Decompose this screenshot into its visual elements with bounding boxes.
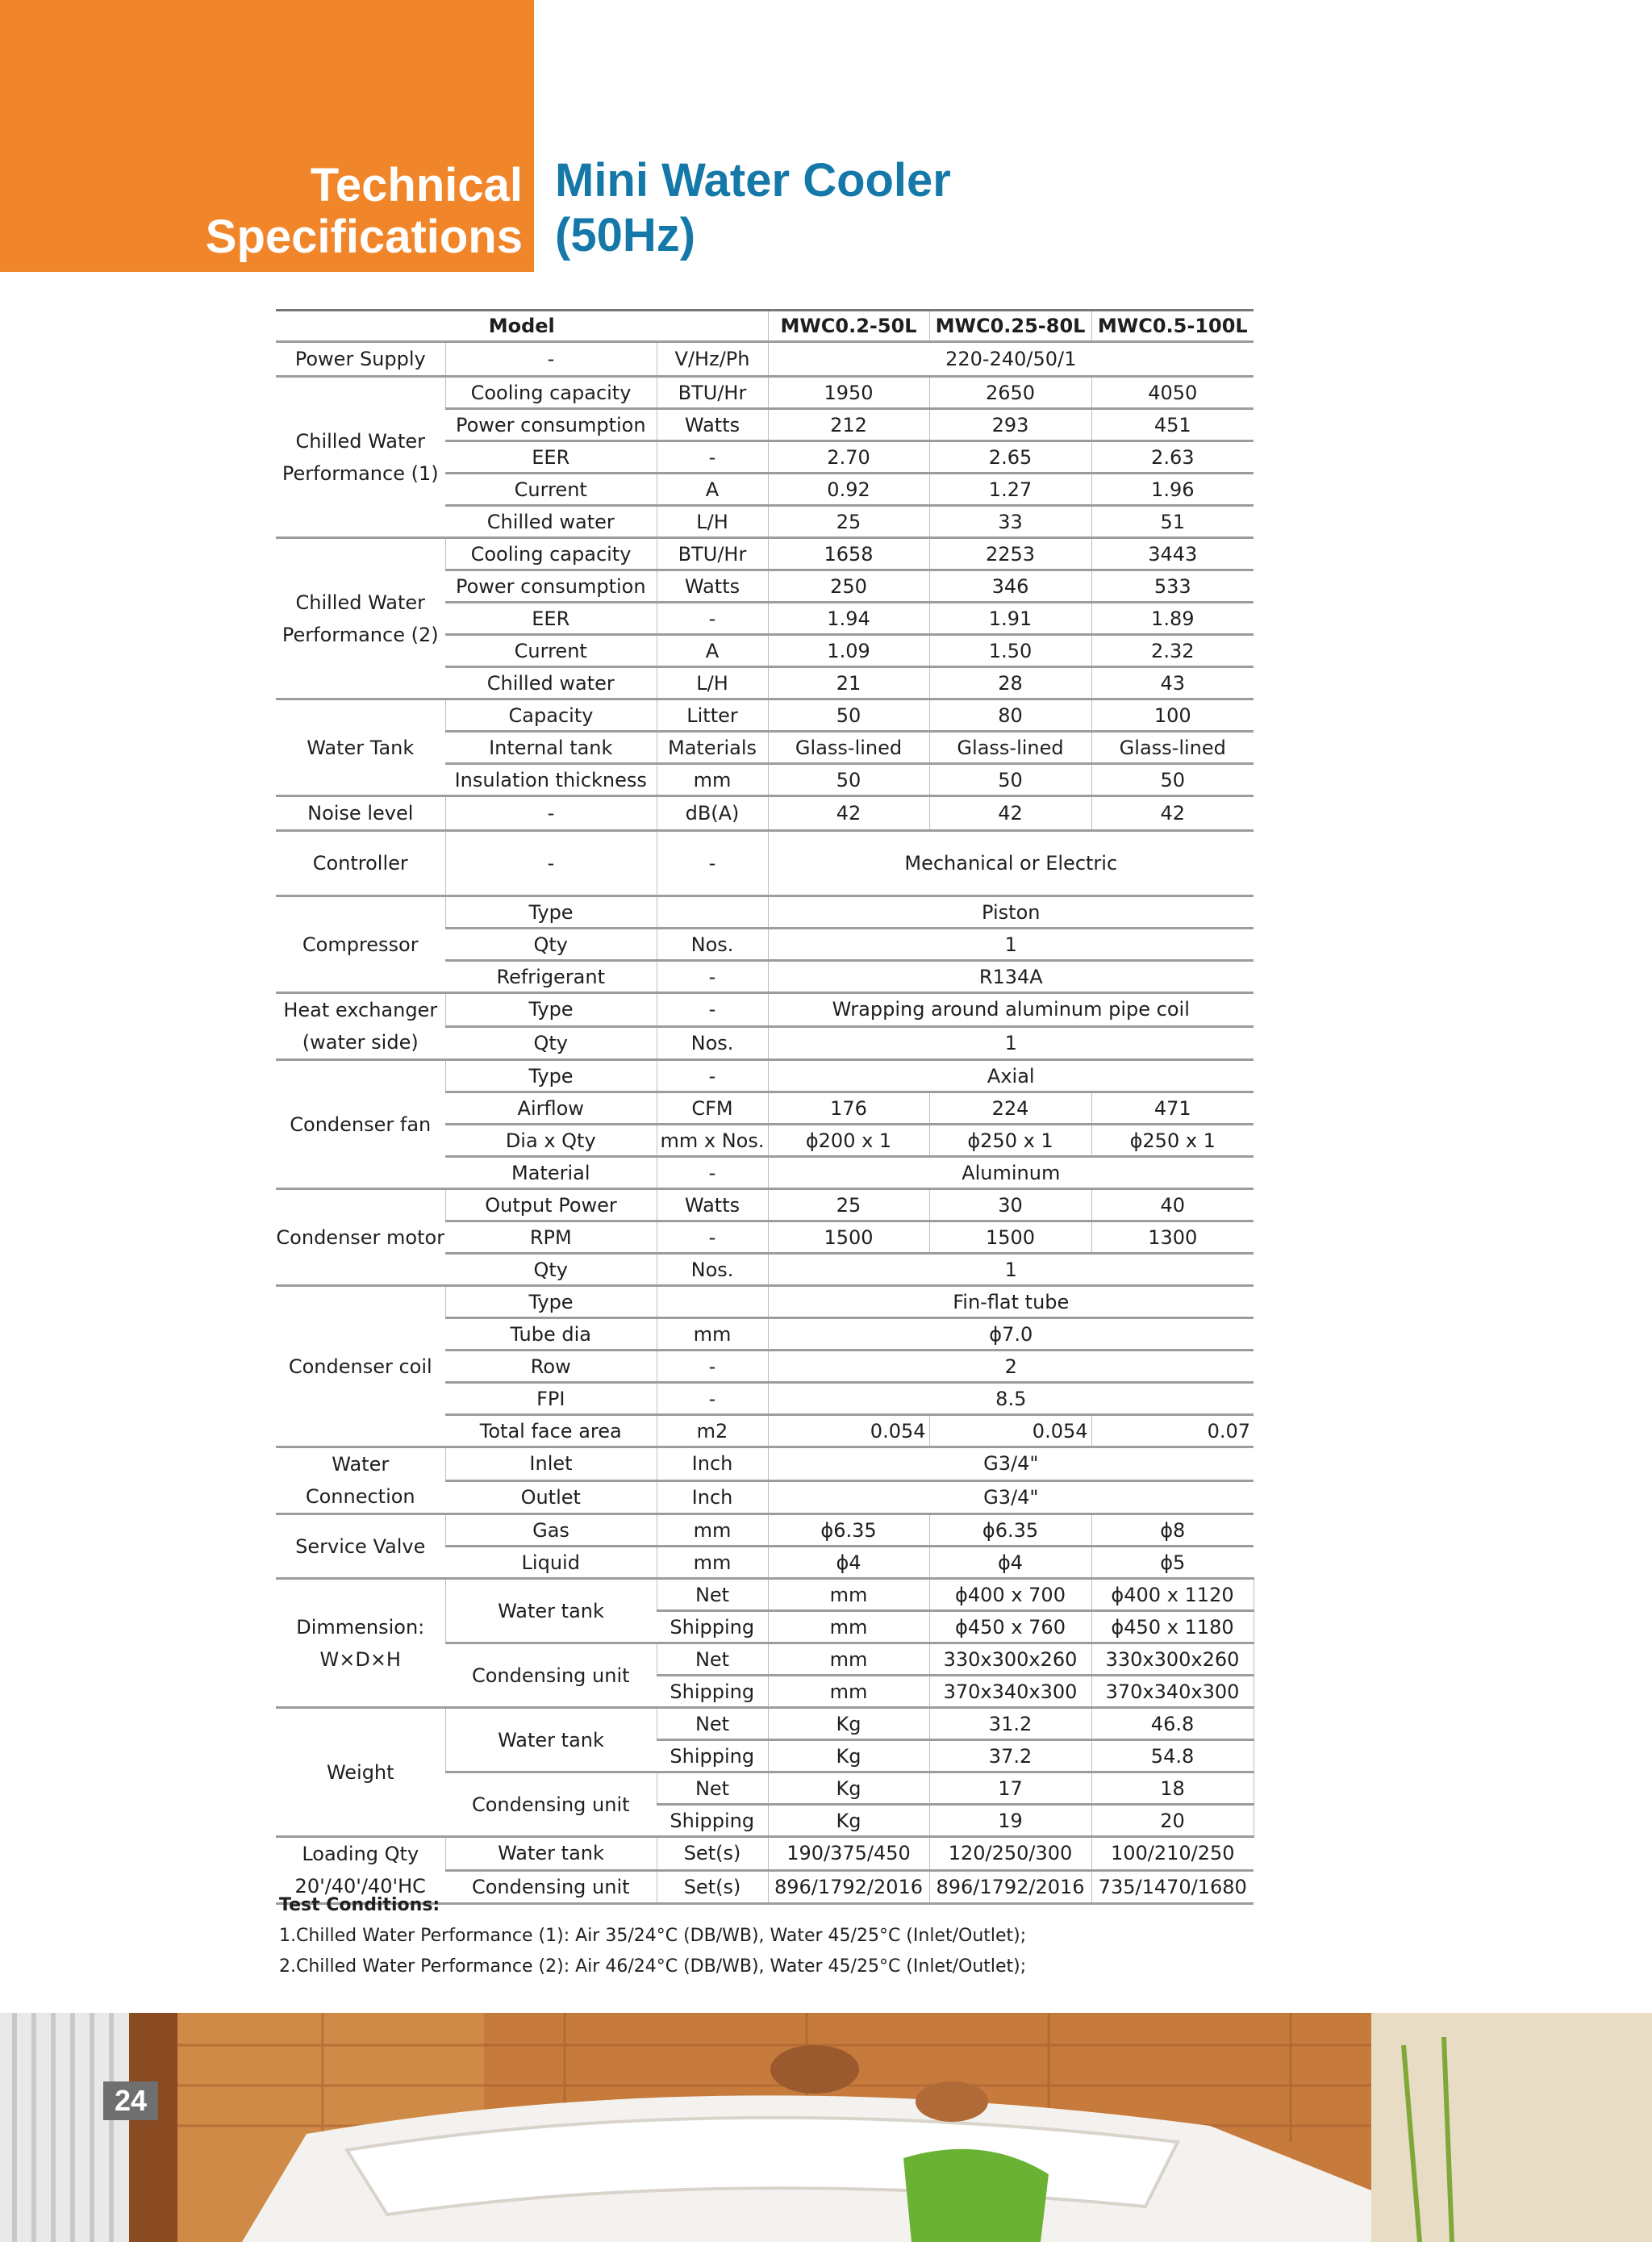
row-value: 4050	[1091, 377, 1254, 409]
row-item-label: Outlet	[445, 1480, 657, 1514]
model-label: Model	[276, 311, 768, 342]
row-item-label: Shipping	[657, 1611, 768, 1643]
product-title	[555, 153, 951, 263]
row-unit: Kg	[768, 1740, 929, 1772]
row-value: 250	[768, 570, 929, 603]
row-unit: CFM	[657, 1092, 768, 1125]
row-value: 896/1792/2016	[929, 1870, 1091, 1904]
page-number: 24	[103, 2081, 158, 2120]
row-group-label: Weight	[276, 1708, 445, 1837]
row-unit: V/Hz/Ph	[657, 342, 768, 377]
row-unit: Kg	[768, 1708, 929, 1740]
row-item-label: Qty	[445, 929, 657, 961]
row-shared-value: Fin-flat tube	[768, 1286, 1254, 1318]
row-value: ϕ4	[929, 1547, 1091, 1579]
row-value: 2.70	[768, 441, 929, 474]
row-shared-value: Axial	[768, 1060, 1254, 1092]
row-value: Glass-lined	[768, 732, 929, 764]
row-unit: -	[657, 1383, 768, 1415]
row-value: 37.2	[929, 1740, 1091, 1772]
row-item-label: Qty	[445, 1026, 657, 1060]
table-row	[276, 831, 1254, 896]
notes-line-1: 1.Chilled Water Performance (1): Air 35/24°C (DB/WB), Water 45/25°C (Inlet/Outlet);	[279, 1926, 1027, 1946]
row-value: 42	[768, 796, 929, 831]
row-value: 51	[1091, 506, 1254, 538]
row-unit: -	[657, 1221, 768, 1254]
product-title-line1: Mini Water Cooler	[555, 154, 951, 207]
row-unit: L/H	[657, 506, 768, 538]
section-title	[206, 160, 523, 263]
product-title-line2: (50Hz)	[555, 209, 696, 261]
section-title-line1: Technical	[310, 159, 523, 211]
row-group-label: Compressor	[276, 896, 445, 993]
row-unit: Watts	[657, 570, 768, 603]
row-value: ϕ4	[768, 1547, 929, 1579]
row-item-label: Type	[445, 896, 657, 929]
row-group-label: Controller	[276, 831, 445, 896]
row-item-label: Cooling capacity	[445, 538, 657, 570]
row-group-label: Noise level	[276, 796, 445, 831]
row-unit: Set(s)	[657, 1870, 768, 1904]
row-value: ϕ6.35	[929, 1514, 1091, 1547]
table-row	[276, 993, 1254, 1027]
row-unit: dB(A)	[657, 796, 768, 831]
row-unit: Litter	[657, 699, 768, 732]
row-group-label: Condenser coil	[276, 1286, 445, 1447]
table-row	[276, 1579, 1254, 1611]
row-value: ϕ400 x 1120	[1091, 1579, 1254, 1611]
row-item-label: Shipping	[657, 1676, 768, 1708]
row-shared-value: Piston	[768, 896, 1254, 929]
row-item-label: FPI	[445, 1383, 657, 1415]
table-row	[276, 699, 1254, 732]
row-item-label: Power consumption	[445, 570, 657, 603]
row-unit: mm	[768, 1579, 929, 1611]
row-value: 80	[929, 699, 1091, 732]
row-value: ϕ5	[1091, 1547, 1254, 1579]
table-row	[276, 1514, 1254, 1547]
row-unit: L/H	[657, 667, 768, 699]
row-value: 20	[1091, 1805, 1254, 1837]
row-shared-value: 220-240/50/1	[768, 342, 1254, 377]
row-unit: Kg	[768, 1805, 929, 1837]
table-row	[276, 377, 1254, 409]
row-value: 293	[929, 409, 1091, 441]
row-value: 0.054	[929, 1415, 1091, 1447]
row-unit: -	[657, 1060, 768, 1092]
row-value: 40	[1091, 1189, 1254, 1221]
row-value: 2.63	[1091, 441, 1254, 474]
row-value: 43	[1091, 667, 1254, 699]
row-item-label: EER	[445, 441, 657, 474]
table-row	[276, 1286, 1254, 1318]
row-value: 1.89	[1091, 603, 1254, 635]
row-group-label: Loading Qty 20'/40'/40'HC	[276, 1837, 445, 1904]
row-value: 735/1470/1680	[1091, 1870, 1254, 1904]
row-value: 50	[1091, 764, 1254, 796]
row-item-label: Current	[445, 635, 657, 667]
row-unit: mm	[657, 1514, 768, 1547]
notes-heading: Test Conditions:	[279, 1895, 440, 1915]
row-value: 2650	[929, 377, 1091, 409]
row-item-label: Shipping	[657, 1805, 768, 1837]
row-unit: mm x Nos.	[657, 1125, 768, 1157]
row-value: 50	[768, 764, 929, 796]
row-shared-value: G3/4"	[768, 1447, 1254, 1481]
row-value: 1.27	[929, 474, 1091, 506]
row-value: 0.07	[1091, 1415, 1254, 1447]
row-item-label: Type	[445, 993, 657, 1027]
row-unit: mm	[768, 1676, 929, 1708]
row-value: ϕ450 x 760	[929, 1611, 1091, 1643]
row-unit	[657, 896, 768, 929]
row-subgroup-label: Condensing unit	[445, 1772, 657, 1837]
row-item-label: -	[445, 342, 657, 377]
row-unit: Materials	[657, 732, 768, 764]
row-shared-value: Mechanical or Electric	[768, 831, 1254, 896]
row-value: 2.65	[929, 441, 1091, 474]
table-row	[276, 1708, 1254, 1740]
row-item-label: Net	[657, 1643, 768, 1676]
row-value: 100	[1091, 699, 1254, 732]
row-unit: Nos.	[657, 929, 768, 961]
row-shared-value: 1	[768, 1254, 1254, 1286]
row-value: 50	[929, 764, 1091, 796]
row-value: 3443	[1091, 538, 1254, 570]
row-value: 212	[768, 409, 929, 441]
row-value: 31.2	[929, 1708, 1091, 1740]
row-unit: Inch	[657, 1480, 768, 1514]
row-item-label: Row	[445, 1351, 657, 1383]
row-value: 176	[768, 1092, 929, 1125]
row-shared-value: ϕ7.0	[768, 1318, 1254, 1351]
model-name: MWC0.2-50L	[768, 311, 929, 342]
test-conditions-notes	[279, 1890, 1026, 1982]
row-value: 25	[768, 506, 929, 538]
row-value: 1950	[768, 377, 929, 409]
row-item-label: Water tank	[445, 1837, 657, 1871]
row-item-label: Liquid	[445, 1547, 657, 1579]
row-item-label: Airflow	[445, 1092, 657, 1125]
row-unit: -	[657, 993, 768, 1027]
row-shared-value: R134A	[768, 961, 1254, 993]
row-item-label: Chilled water	[445, 667, 657, 699]
row-unit: Nos.	[657, 1026, 768, 1060]
row-group-label: Water Connection	[276, 1447, 445, 1514]
row-value: 17	[929, 1772, 1091, 1805]
row-item-label: Insulation thickness	[445, 764, 657, 796]
row-value: 0.054	[768, 1415, 929, 1447]
row-item-label: -	[445, 796, 657, 831]
row-item-label: Tube dia	[445, 1318, 657, 1351]
row-value: 30	[929, 1189, 1091, 1221]
model-name: MWC0.25-80L	[929, 311, 1091, 342]
row-value: 1300	[1091, 1221, 1254, 1254]
row-item-label: Refrigerant	[445, 961, 657, 993]
row-group-label: Water Tank	[276, 699, 445, 796]
row-value: 896/1792/2016	[768, 1870, 929, 1904]
bathroom-photo	[0, 2013, 1652, 2242]
row-value: 370x340x300	[1091, 1676, 1254, 1708]
row-group-label: Service Valve	[276, 1514, 445, 1579]
row-group-label: Condenser motor	[276, 1189, 445, 1286]
row-value: 28	[929, 667, 1091, 699]
row-shared-value: Aluminum	[768, 1157, 1254, 1189]
row-unit: mm	[657, 764, 768, 796]
row-unit: A	[657, 474, 768, 506]
row-value: 2253	[929, 538, 1091, 570]
table-row	[276, 796, 1254, 831]
row-group-label: Chilled Water Performance (2)	[276, 538, 445, 699]
table-row	[276, 896, 1254, 929]
row-unit: Watts	[657, 409, 768, 441]
row-item-label: Shipping	[657, 1740, 768, 1772]
row-value: ϕ6.35	[768, 1514, 929, 1547]
row-item-label: Qty	[445, 1254, 657, 1286]
spec-table	[276, 309, 1254, 1905]
row-unit: BTU/Hr	[657, 538, 768, 570]
table-row	[276, 1060, 1254, 1092]
row-value: 451	[1091, 409, 1254, 441]
row-unit: Watts	[657, 1189, 768, 1221]
row-item-label: Net	[657, 1772, 768, 1805]
row-value: 21	[768, 667, 929, 699]
row-value: 42	[929, 796, 1091, 831]
row-item-label: Condensing unit	[445, 1870, 657, 1904]
row-item-label: Dia x Qty	[445, 1125, 657, 1157]
row-value: 1.94	[768, 603, 929, 635]
row-unit: -	[657, 961, 768, 993]
row-value: ϕ200 x 1	[768, 1125, 929, 1157]
row-item-label: Current	[445, 474, 657, 506]
row-value: 42	[1091, 796, 1254, 831]
row-shared-value: Wrapping around aluminum pipe coil	[768, 993, 1254, 1027]
row-value: 0.92	[768, 474, 929, 506]
row-item-label: Inlet	[445, 1447, 657, 1481]
row-value: 46.8	[1091, 1708, 1254, 1740]
row-unit: m2	[657, 1415, 768, 1447]
section-title-line2: Specifications	[205, 211, 523, 263]
row-value: 120/250/300	[929, 1837, 1091, 1871]
row-item-label: Type	[445, 1286, 657, 1318]
row-item-label: Type	[445, 1060, 657, 1092]
row-value: 50	[768, 699, 929, 732]
table-row	[276, 342, 1254, 377]
row-item-label: Gas	[445, 1514, 657, 1547]
row-value: 1.91	[929, 603, 1091, 635]
row-value: 471	[1091, 1092, 1254, 1125]
row-unit: -	[657, 603, 768, 635]
table-header-row	[276, 311, 1254, 342]
row-group-label: Heat exchanger (water side)	[276, 993, 445, 1060]
row-value: ϕ8	[1091, 1514, 1254, 1547]
row-unit: -	[657, 831, 768, 896]
row-value: 18	[1091, 1772, 1254, 1805]
row-unit: Inch	[657, 1447, 768, 1481]
row-item-label: Material	[445, 1157, 657, 1189]
row-subgroup-label: Water tank	[445, 1708, 657, 1772]
row-item-label: Net	[657, 1579, 768, 1611]
table-row	[276, 1189, 1254, 1221]
row-value: 100/210/250	[1091, 1837, 1254, 1871]
row-value: Glass-lined	[1091, 732, 1254, 764]
row-item-label: Output Power	[445, 1189, 657, 1221]
row-group-label: Dimmension: W×D×H	[276, 1579, 445, 1708]
row-item-label: Power consumption	[445, 409, 657, 441]
row-subgroup-label: Condensing unit	[445, 1643, 657, 1708]
row-value: 370x340x300	[929, 1676, 1091, 1708]
row-shared-value: 8.5	[768, 1383, 1254, 1415]
row-unit: Set(s)	[657, 1837, 768, 1871]
row-value: ϕ400 x 700	[929, 1579, 1091, 1611]
row-unit: mm	[657, 1318, 768, 1351]
row-unit: -	[657, 441, 768, 474]
row-value: 330x300x260	[1091, 1643, 1254, 1676]
model-name: MWC0.5-100L	[1091, 311, 1254, 342]
row-unit: A	[657, 635, 768, 667]
row-value: ϕ450 x 1180	[1091, 1611, 1254, 1643]
row-value: 1500	[929, 1221, 1091, 1254]
row-value: 533	[1091, 570, 1254, 603]
row-item-label: EER	[445, 603, 657, 635]
row-subgroup-label: Water tank	[445, 1579, 657, 1643]
row-value: 346	[929, 570, 1091, 603]
row-unit: mm	[768, 1611, 929, 1643]
row-value: 1.50	[929, 635, 1091, 667]
row-item-label: Internal tank	[445, 732, 657, 764]
row-value: ϕ250 x 1	[1091, 1125, 1254, 1157]
row-shared-value: 1	[768, 1026, 1254, 1060]
bathroom-photo-illustration	[0, 2013, 1652, 2242]
table-row	[276, 538, 1254, 570]
row-value: 1.09	[768, 635, 929, 667]
row-shared-value: 2	[768, 1351, 1254, 1383]
row-value: 1500	[768, 1221, 929, 1254]
table-row	[276, 1837, 1254, 1871]
row-unit: Kg	[768, 1772, 929, 1805]
table-row	[276, 1447, 1254, 1481]
row-item-label: Chilled water	[445, 506, 657, 538]
row-value: ϕ250 x 1	[929, 1125, 1091, 1157]
row-value: 2.32	[1091, 635, 1254, 667]
row-value: Glass-lined	[929, 732, 1091, 764]
row-value: 224	[929, 1092, 1091, 1125]
row-group-label: Chilled Water Performance (1)	[276, 377, 445, 538]
row-unit: mm	[657, 1547, 768, 1579]
row-unit: mm	[768, 1643, 929, 1676]
row-item-label: RPM	[445, 1221, 657, 1254]
row-value: 54.8	[1091, 1740, 1254, 1772]
row-unit: BTU/Hr	[657, 377, 768, 409]
row-value: 19	[929, 1805, 1091, 1837]
row-value: 25	[768, 1189, 929, 1221]
row-value: 330x300x260	[929, 1643, 1091, 1676]
row-value: 33	[929, 506, 1091, 538]
row-group-label: Power Supply	[276, 342, 445, 377]
row-item-label: Net	[657, 1708, 768, 1740]
notes-line-2: 2.Chilled Water Performance (2): Air 46/24°C (DB/WB), Water 45/25°C (Inlet/Outlet);	[279, 1956, 1027, 1977]
row-item-label: Total face area	[445, 1415, 657, 1447]
row-shared-value: G3/4"	[768, 1480, 1254, 1514]
row-unit	[657, 1286, 768, 1318]
row-value: 1658	[768, 538, 929, 570]
row-item-label: Cooling capacity	[445, 377, 657, 409]
row-item-label: -	[445, 831, 657, 896]
row-value: 1.96	[1091, 474, 1254, 506]
row-shared-value: 1	[768, 929, 1254, 961]
row-group-label: Condenser fan	[276, 1060, 445, 1189]
row-unit: -	[657, 1351, 768, 1383]
row-unit: Nos.	[657, 1254, 768, 1286]
row-value: 190/375/450	[768, 1837, 929, 1871]
row-unit: -	[657, 1157, 768, 1189]
row-item-label: Capacity	[445, 699, 657, 732]
